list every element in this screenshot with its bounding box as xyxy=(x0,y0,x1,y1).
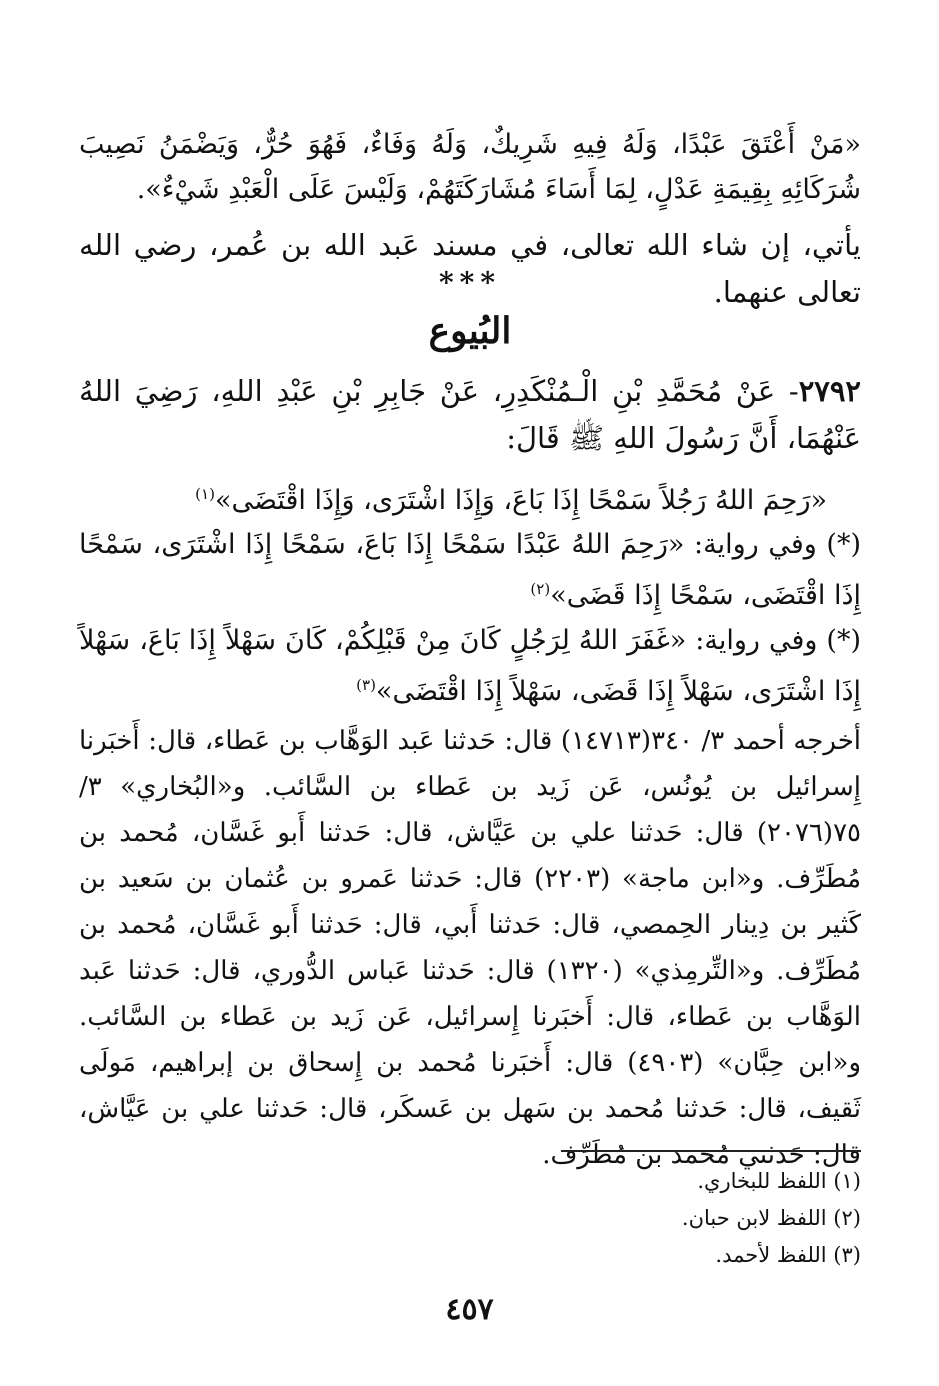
continued-hadith-text: «مَنْ أَعْتَقَ عَبْدًا، وَلَهُ فِيهِ شَرِيكٌ، وَلَهُ وَفَاءٌ، فَهُوَ حُرٌّ، وَيَضْمَنُ نَصِيبَ شُرَكَائِهِ بِقِيمَةِ عَدْلٍ، لِمَا أَسَاءَ مُشَارَكَتَهُمْ، وَلَيْسَ عَلَى الْعَبْدِ شَيْءٌ». xyxy=(79,129,861,205)
riwaya-1 xyxy=(79,522,861,618)
footnote-ref-1: (١) xyxy=(195,485,215,503)
hadith-number: ٢٧٩٢ xyxy=(798,374,861,408)
footnote-ref-2: (٢) xyxy=(530,580,551,598)
hadith-text: «رَحِمَ اللهُ رَجُلاً سَمْحًا إِذَا بَاعَ، وَإِذَا اشْتَرَى، وَإِذَا اقْتَضَى» xyxy=(214,485,827,516)
footnote-ref-3: (٣) xyxy=(356,676,376,694)
footnote-2: (٢) اللفظ لابن حبان. xyxy=(681,1206,861,1230)
section-separator: *** xyxy=(439,266,501,299)
takhrij-paragraph: أخرجه أحمد ٣/ ٣٤٠(١٤٧١٣) قال: حَدثنا عَبد الوَهَّاب بن عَطاء، قال: أَخبَرنا إِسرائيل بن يُونُس، عَن زَيد بن عَطاء بن السَّائب. و«البُخاري» ٣/ ٧٥(٢٠٧٦) قال: حَدثنا علي بن عَيَّاش، قال: حَدثنا أَبو غَسَّان، مُحمد بن مُطَرِّف. و«ابن ماجة» (٢٢٠٣) قال: حَدثنا عَمرو بن عُثمان بن سَعيد بن كَثير بن دِينار الحِمصي، قال: حَدثنا أَبي، قال: حَدثنا أَبو غَسَّان، مُحمد بن مُطَرِّف. و«التِّرمِذي» (١٣٢٠) قال: حَدثنا عَباس الدُّوري، قال: حَدثنا عَبد الوَهَّاب بن عَطاء، قال: أَخبَرنا إِسرائيل، عَن زَيد بن عَطاء بن السَّائب. و«ابن حِبَّان» (٤٩٠٣) قال: أَخبَرنا مُحمد بن إِسحاق بن إبراهيم، مَولَى ثَقيف، قال: حَدثنا مُحمد بن سَهل بن عَسكَر، قال: حَدثنا علي بن عَيَّاش، قال: حَدثني مُحمد بن مُطَرِّف. xyxy=(79,726,862,1170)
riwaya-2-text: (*) وفي رواية: «غَفَرَ اللهُ لِرَجُلٍ كَانَ مِنْ قَبْلِكُمْ، كَانَ سَهْلاً إِذَا بَاعَ، سَهْلاً إِذَا اشْتَرَى، سَهْلاً إِذَا قَضَى، سَهْلاً إِذَا اقْتَضَى» xyxy=(79,625,861,707)
section-title: البُيوع xyxy=(428,310,512,352)
footnote-3: (٣) اللفظ لأحمد. xyxy=(715,1243,861,1267)
hadith-isnad xyxy=(79,368,861,462)
footnote-1: (١) اللفظ للبخاري. xyxy=(697,1169,861,1193)
riwaya-1-text: (*) وفي رواية: «رَحِمَ اللهُ عَبْدًا سَمْحًا إِذَا بَاعَ، سَمْحًا إِذَا اشْتَرَى، سَمْحًا إِذَا اقْتَضَى، سَمْحًا إِذَا قَضَى» xyxy=(79,529,861,611)
hadith-main-text xyxy=(79,472,861,523)
page-number: ٤٥٧ xyxy=(445,1292,494,1327)
cross-reference-note: يأتي، إن شاء الله تعالى، في مسند عَبد الله بن عُمر، رضي الله تعالى عنهما. xyxy=(79,228,861,309)
riwaya-2 xyxy=(79,618,861,714)
footnote-divider xyxy=(561,1150,861,1152)
hadith-isnad-text: - عَنْ مُحَمَّدِ بْنِ الْـمُنْكَدِرِ، عَنْ جَابِرِ بْنِ عَبْدِ اللهِ، رَضِيَ اللهُ عَنْهُمَا، أَنَّ رَسُولَ اللهِ ﷺ قَالَ: xyxy=(79,374,861,455)
